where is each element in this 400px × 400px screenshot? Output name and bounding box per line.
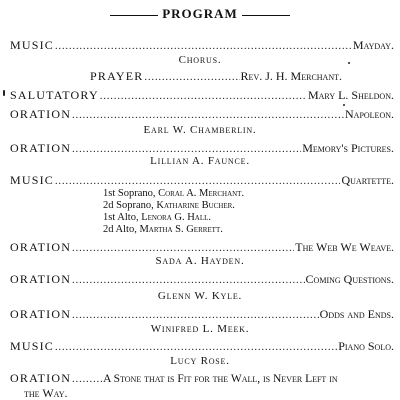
print-speck [3,90,5,96]
entry-value-continuation: the Way. [24,386,68,400]
entry-kind: ORATION [10,240,72,254]
entry-kind: MUSIC [10,173,55,187]
print-speck [348,62,350,64]
part-label: 2d Alto, [103,224,137,235]
quartette-part [103,224,223,236]
dot-leader [144,71,239,85]
dot-leader [55,40,352,54]
entry-value: The Web We Weave. [295,240,394,254]
part-label: 1st Soprano, [103,188,156,199]
dot-leader [72,242,294,256]
entry-performer: Lillian A. Faunce. [150,155,250,167]
program-entry [10,240,394,256]
entry-value: Memory's Pictures. [302,141,394,155]
dot-leader [100,90,307,104]
part-singer: Coral A. Merchant. [158,188,245,199]
entry-kind: ORATION [10,371,72,385]
program-entry [90,69,342,85]
program-entry [10,307,394,323]
entry-performer: Chorus. [178,54,222,66]
entry-performer: Earl W. Chamberlin. [143,124,257,136]
program-title-text: PROGRAM [162,6,238,21]
entry-kind: ORATION [10,141,72,155]
entry-value: Coming Questions. [305,272,394,286]
entry-performer: Lucy Rose. [170,355,230,367]
part-label: 1st Alto, [103,212,139,223]
entry-performer: Winifred L. Meek. [150,323,250,335]
print-speck [343,104,345,106]
program-title [0,6,400,22]
entry-kind: SALUTATORY [10,88,99,102]
title-rule-left [110,15,158,16]
program-entry [10,173,394,189]
entry-value: Mayday. [352,38,394,52]
dot-leader [55,175,340,189]
entry-kind: MUSIC [10,38,55,52]
entry-value: Napoleon. [345,107,394,121]
program-entry [10,107,394,123]
entry-kind: ORATION [10,307,72,321]
entry-performer: Sada A. Hayden. [155,255,245,267]
dot-leader [72,109,344,123]
dot-leader [72,309,319,323]
entry-value: Quartette. [341,173,394,187]
dot-leader [72,373,102,387]
entry-performer: Glenn W. Kyle. [157,290,243,302]
program-entry [10,272,394,288]
dot-leader [72,274,304,288]
entry-kind: ORATION [10,272,72,286]
quartette-part [103,188,244,200]
entry-kind: ORATION [10,107,72,121]
quartette-part [103,212,211,224]
title-rule-right [242,15,290,16]
program-entry [10,38,394,54]
dot-leader [55,341,337,355]
part-singer: Martha S. Gerrett. [139,224,223,235]
quartette-part [103,200,235,212]
program-entry [10,339,394,355]
program-entry [10,88,394,104]
entry-value: A Stone that is Fit for the Wall, is Never Left in [103,373,338,385]
entry-value: Odds and Ends. [319,307,394,321]
program-entry [10,371,394,387]
part-singer: Lenora G. Hall. [141,212,212,223]
part-label: 2d Soprano, [103,200,154,211]
entry-value: Mary L. Sheldon. [307,88,394,102]
entry-value: Rev. J. H. Merchant. [240,69,342,83]
entry-value: Piano Solo. [338,339,394,353]
entry-kind: MUSIC [10,339,55,353]
part-singer: Katharine Bucher. [156,200,235,211]
entry-kind: PRAYER [90,69,144,83]
